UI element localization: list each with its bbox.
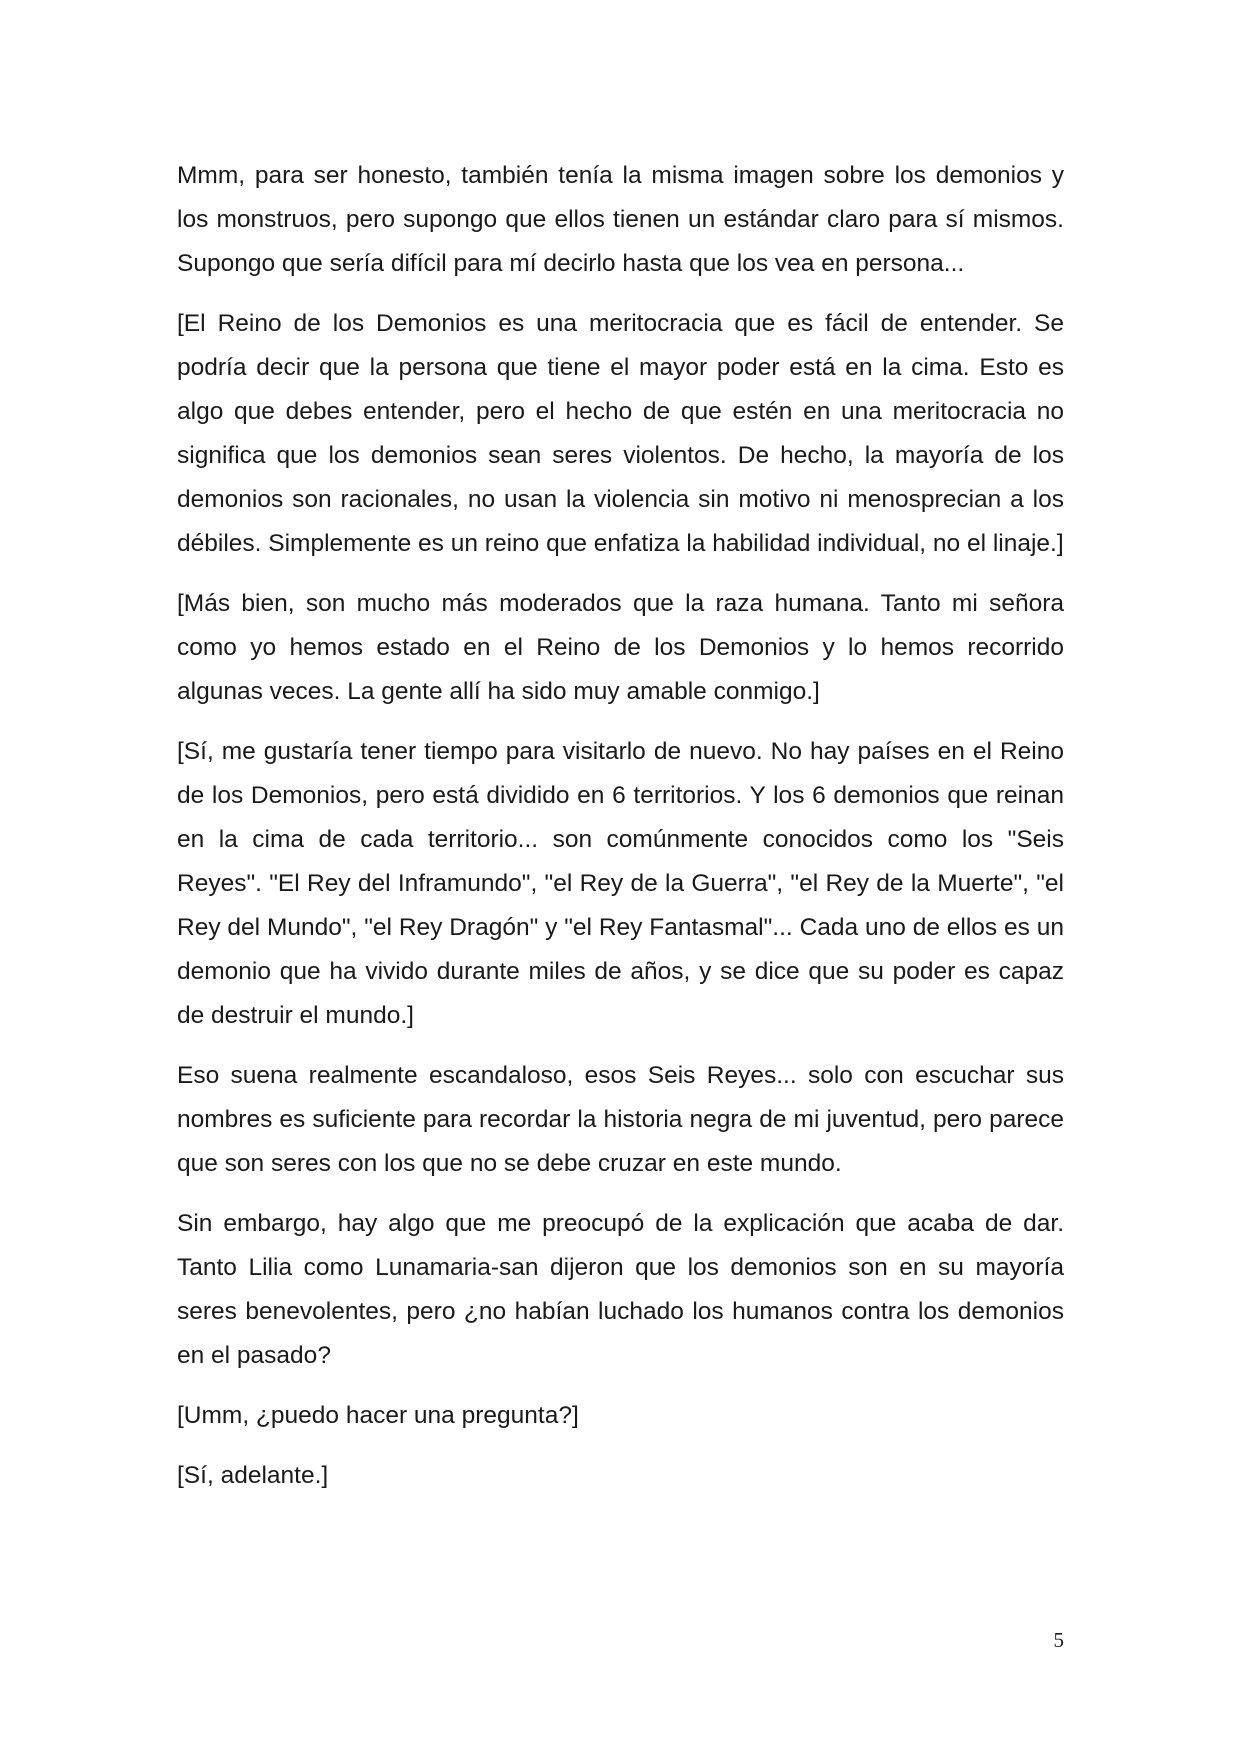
paragraph-7: [Umm, ¿puedo hacer una pregunta?] bbox=[177, 1402, 579, 1429]
page-number: 5 bbox=[1053, 1628, 1064, 1652]
paragraph-3: [Más bien, son mucho más moderados que la raza humana. Tanto mi señora como yo hemos estado en el Reino de los Demonios y lo hemos recorrido algunas veces. La gente allí ha sido muy amable conmigo.] bbox=[177, 590, 1064, 705]
paragraph-8: [Sí, adelante.] bbox=[177, 1462, 329, 1489]
paragraph-6: Sin embargo, hay algo que me preocupó de la explicación que acaba de dar. Tanto Lilia como Lunamaria-san dijeron que los demonios son en su mayoría seres benevolentes, pero ¿no habían luchado los humanos contra los demonios en el pasado? bbox=[177, 1210, 1064, 1369]
paragraph-5: Eso suena realmente escandaloso, esos Seis Reyes... solo con escuchar sus nombres es suficiente para recordar la historia negra de mi juventud, pero parece que son seres con los que no se debe cruzar en este mundo. bbox=[177, 1062, 1064, 1177]
paragraph-1: Mmm, para ser honesto, también tenía la misma imagen sobre los demonios y los monstruos, pero supongo que ellos tienen un estándar claro para sí mismos. Supongo que sería difícil para mí decirlo hasta que los vea en persona... bbox=[177, 162, 1064, 277]
paragraph-4: [Sí, me gustaría tener tiempo para visitarlo de nuevo. No hay países en el Reino de los Demonios, pero está dividido en 6 territorios. Y los 6 demonios que reinan en la cima de cada territorio... son comúnmente conocidos como los "Seis Reyes". "El Rey del Inframundo", "el Rey de la Guerra", "el Rey de la Muerte", "el Rey del Mundo", "el Rey Dragón" y "el Rey Fantasmal"... Cada uno de ellos es un demonio que ha vivido durante miles de años, y se dice que su poder es capaz de destruir el mundo.] bbox=[177, 738, 1064, 1029]
body-text bbox=[177, 154, 1064, 1514]
paragraph-2: [El Reino de los Demonios es una meritocracia que es fácil de entender. Se podría decir que la persona que tiene el mayor poder está en la cima. Esto es algo que debes entender, pero el hecho de que estén en una meritocracia no significa que los demonios sean seres violentos. De hecho, la mayoría de los demonios son racionales, no usan la violencia sin motivo ni menosprecian a los débiles. Simplemente es un reino que enfatiza la habilidad individual, no el linaje.] bbox=[177, 310, 1064, 557]
